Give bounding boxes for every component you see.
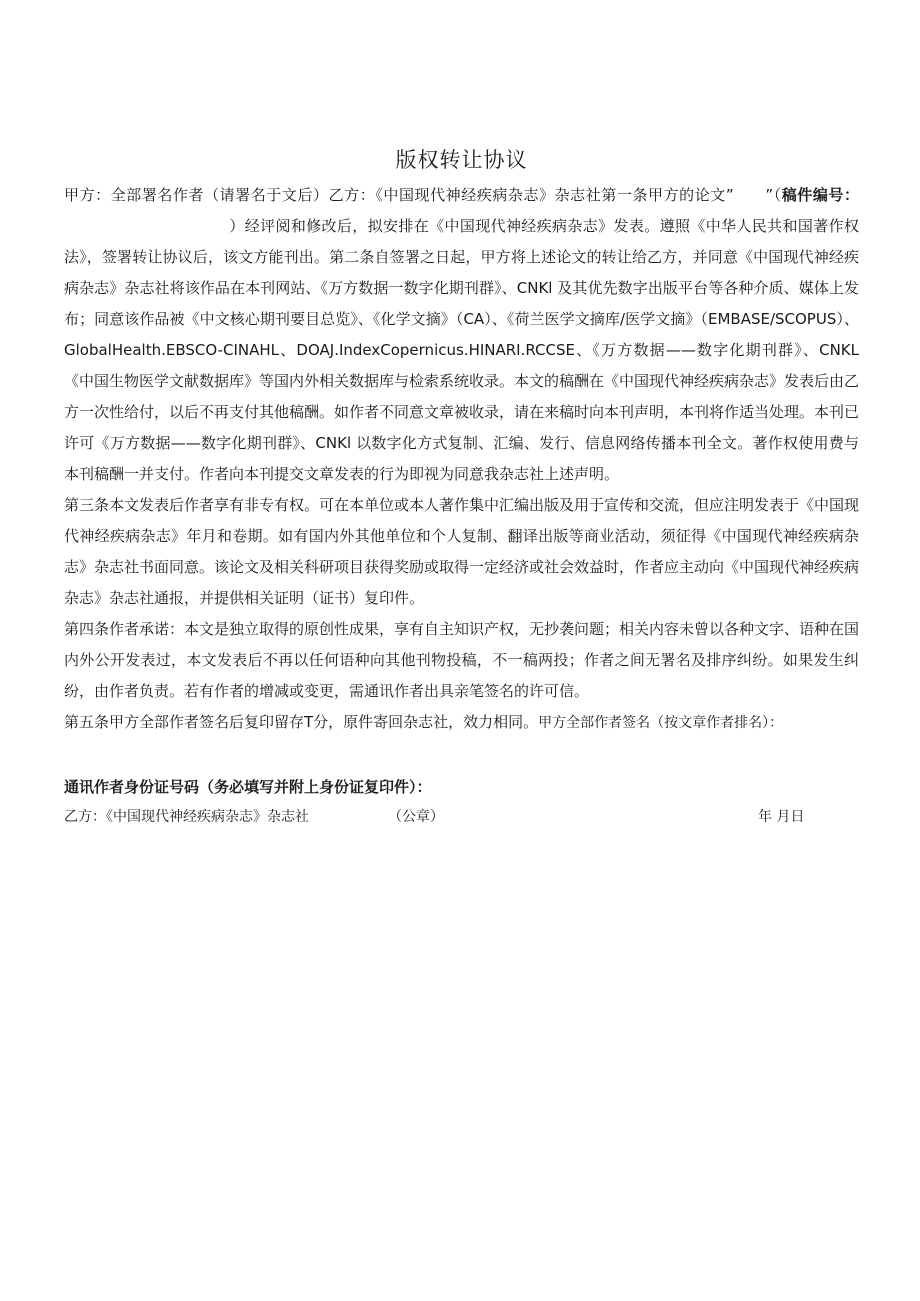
agreement-document xyxy=(64,140,859,831)
clause-5-text: 第五条甲方全部作者签名后复印留存T分，原件寄回杂志社，效力相同。 xyxy=(64,713,539,731)
official-seal-label: （公章） xyxy=(388,809,444,825)
party-b-label: 乙方：《中国现代神经疾病杂志》杂志社 xyxy=(64,809,309,825)
date-label: 年 月日 xyxy=(758,809,805,825)
author-signature-label: 甲方全部作者签名（按文章作者排名）： xyxy=(538,715,784,731)
clause-1-2 xyxy=(64,180,859,490)
manuscript-number-label: 稿件编号： xyxy=(781,186,859,204)
id-number-label: 通讯作者身份证号码（务必填写并附上身份证复印件）： xyxy=(64,778,432,796)
footer-row xyxy=(64,803,859,831)
clause-2-text: ）经评阅和修改后，拟安排在《中国现代神经疾病杂志》发表。遵照《中华人民共和国著作权法》，签署转让协议后，该文方能刊出。第二条自签署之日起，甲方将上述论文的转让给乙方，并同意《中国现代神经疾病杂志》杂志社将该作品在本刊网站、《万方数据一数字化期刊群》、CNKl 及其优先数字出版平台等各种介质、媒体上发布；同意该作品被《中文核心期刊要目总览》、《化学文摘》（CA）、《荷兰医学文摘库/医学文摘》（EMBASE/SCOPUS）、GlobalHealth.EBSCO-CINAHL、DOAJ.IndexCopernicus.HINARI.RCCSE、《万方数据——数字化期刊群》、CNKL《中国生物医学文献数据库》等国内外相关数据库与检索系统收录。本文的稿酬在《中国现代神经疾病杂志》发表后由乙方一次性给付，以后不再支付其他稿酬。如作者不同意文章被收录，请在来稿时向本刊声明，本刊将作适当处理。本刊已许可《万方数据——数字化期刊群》、CNKl 以数字化方式复制、汇编、发行、信息网络传播本刊全文。著作权使用费与本刊稿酬一并支付。作者向本刊提交文章发表的行为即视为同意我杂志社上述声明。 xyxy=(64,217,860,483)
clause-4: 第四条作者承诺：本文是独立取得的原创性成果，享有自主知识产权，无抄袭问题；相关内容未曾以各种文字、语种在国内外公开发表过，本文发表后不再以任何语种向其他刊物投稿，不一稿两投；作者之间无署名及排序纠纷。如果发生纠纷，由作者负责。若有作者的增减或变更，需通讯作者出具亲笔签名的许可信。 xyxy=(64,620,860,700)
clause-3: 第三条本文发表后作者享有非专有权。可在本单位或本人著作集中汇编出版及用于宣传和交流，但应注明发表于《中国现代神经疾病杂志》年月和卷期。如有国内外其他单位和个人复制、翻译出版等商业活动，须征得《中国现代神经疾病杂志》杂志社书面同意。该论文及相关科研项目获得奖励或取得一定经济或社会效益时，作者应主动向《中国现代神经疾病杂志》杂志社通报，并提供相关证明（证书）复印件。 xyxy=(64,496,860,607)
document-title: 版权转让协议 xyxy=(395,148,528,172)
clause-1-text: 甲方：全部署名作者（请署名于文后）乙方：《中国现代神经疾病杂志》杂志社第一条甲方的论文” ”（ xyxy=(64,186,782,204)
clause-5 xyxy=(64,707,859,739)
